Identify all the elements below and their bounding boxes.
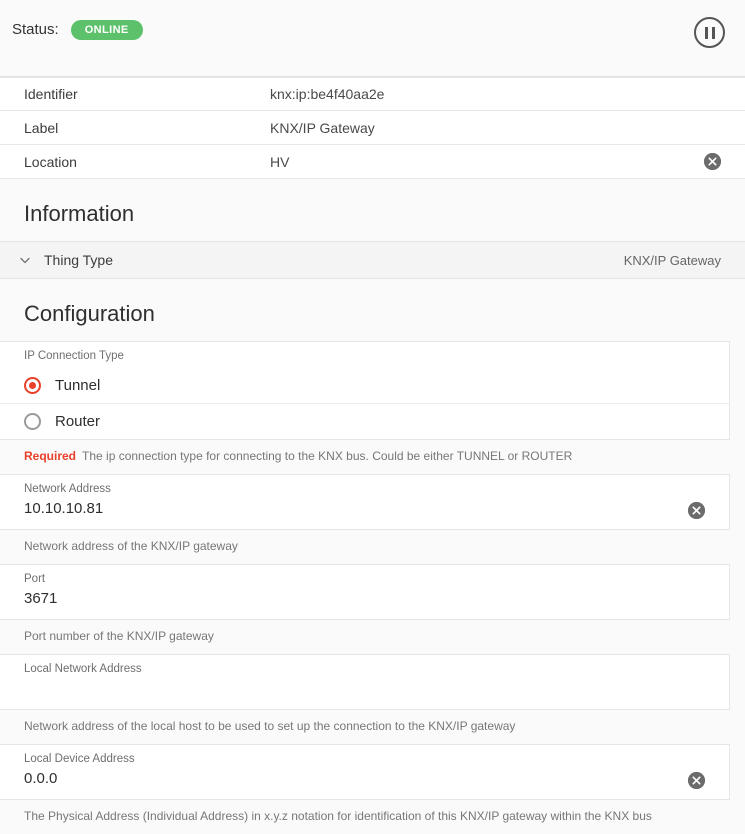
status-label: Status: (12, 21, 59, 38)
close-icon[interactable] (688, 772, 705, 789)
port-input[interactable]: 3671 (24, 590, 58, 607)
port-card (0, 564, 730, 620)
radio-option-router[interactable] (0, 403, 729, 439)
chevron-down-icon (18, 253, 32, 267)
thing-type-label: Thing Type (44, 252, 114, 268)
ip-connection-type-card (0, 341, 730, 440)
local-network-address-card (0, 654, 730, 710)
thing-type-value: KNX/IP Gateway (623, 252, 721, 268)
table-row[interactable] (0, 145, 745, 179)
status-bar (0, 0, 745, 77)
required-badge: Required (24, 449, 77, 463)
pause-bar-left (705, 27, 708, 39)
property-key: Label (24, 119, 59, 136)
port-label: Port (24, 573, 46, 585)
network-address-card (0, 474, 730, 530)
table-row[interactable] (0, 111, 745, 145)
local-network-address-label: Local Network Address (24, 663, 142, 675)
radio-icon-tunnel[interactable] (24, 377, 41, 394)
network-address-help: Network address of the KNX/IP gateway (0, 530, 745, 564)
property-key: Identifier (24, 86, 78, 102)
local-device-address-card (0, 744, 730, 800)
status-badge: ONLINE (71, 20, 143, 40)
radio-label-tunnel: Tunnel (55, 377, 101, 394)
port-help: Port number of the KNX/IP gateway (0, 620, 745, 654)
section-title-information: Information (0, 179, 745, 241)
thing-type-row[interactable] (0, 241, 745, 279)
property-key: Location (24, 153, 77, 170)
ip-connection-type-label: IP Connection Type (24, 350, 124, 362)
table-row[interactable] (0, 77, 745, 111)
pause-icon[interactable] (694, 17, 725, 48)
property-value: KNX/IP Gateway (270, 119, 375, 136)
radio-label-router: Router (55, 413, 101, 430)
property-value: knx:ip:be4f40aa2e (270, 86, 385, 102)
local-network-address-input[interactable] (24, 679, 705, 699)
property-value: HV (270, 153, 290, 170)
close-icon[interactable] (688, 502, 705, 519)
local-network-address-help: Network address of the local host to be used to set up the connection to the KNX/IP gateway (0, 710, 745, 744)
network-address-label: Network Address (24, 483, 111, 495)
pause-bar-right (712, 27, 715, 39)
network-address-input[interactable]: 10.10.10.81 (24, 500, 104, 517)
close-icon[interactable] (704, 153, 721, 170)
local-device-address-input[interactable]: 0.0.0 (24, 770, 58, 787)
ip-connection-type-help (0, 440, 745, 474)
local-device-address-help: The Physical Address (Individual Address) in x.y.z notation for identification of this KNX/IP gateway within the KNX bus (0, 800, 745, 834)
section-title-configuration: Configuration (0, 279, 745, 341)
local-device-address-label: Local Device Address (24, 753, 135, 765)
radio-option-tunnel[interactable] (0, 368, 729, 403)
radio-icon-router[interactable] (24, 413, 41, 430)
ip-connection-type-help-text: The ip connection type for connecting to the KNX bus. Could be either TUNNEL or ROUTER (82, 449, 573, 463)
